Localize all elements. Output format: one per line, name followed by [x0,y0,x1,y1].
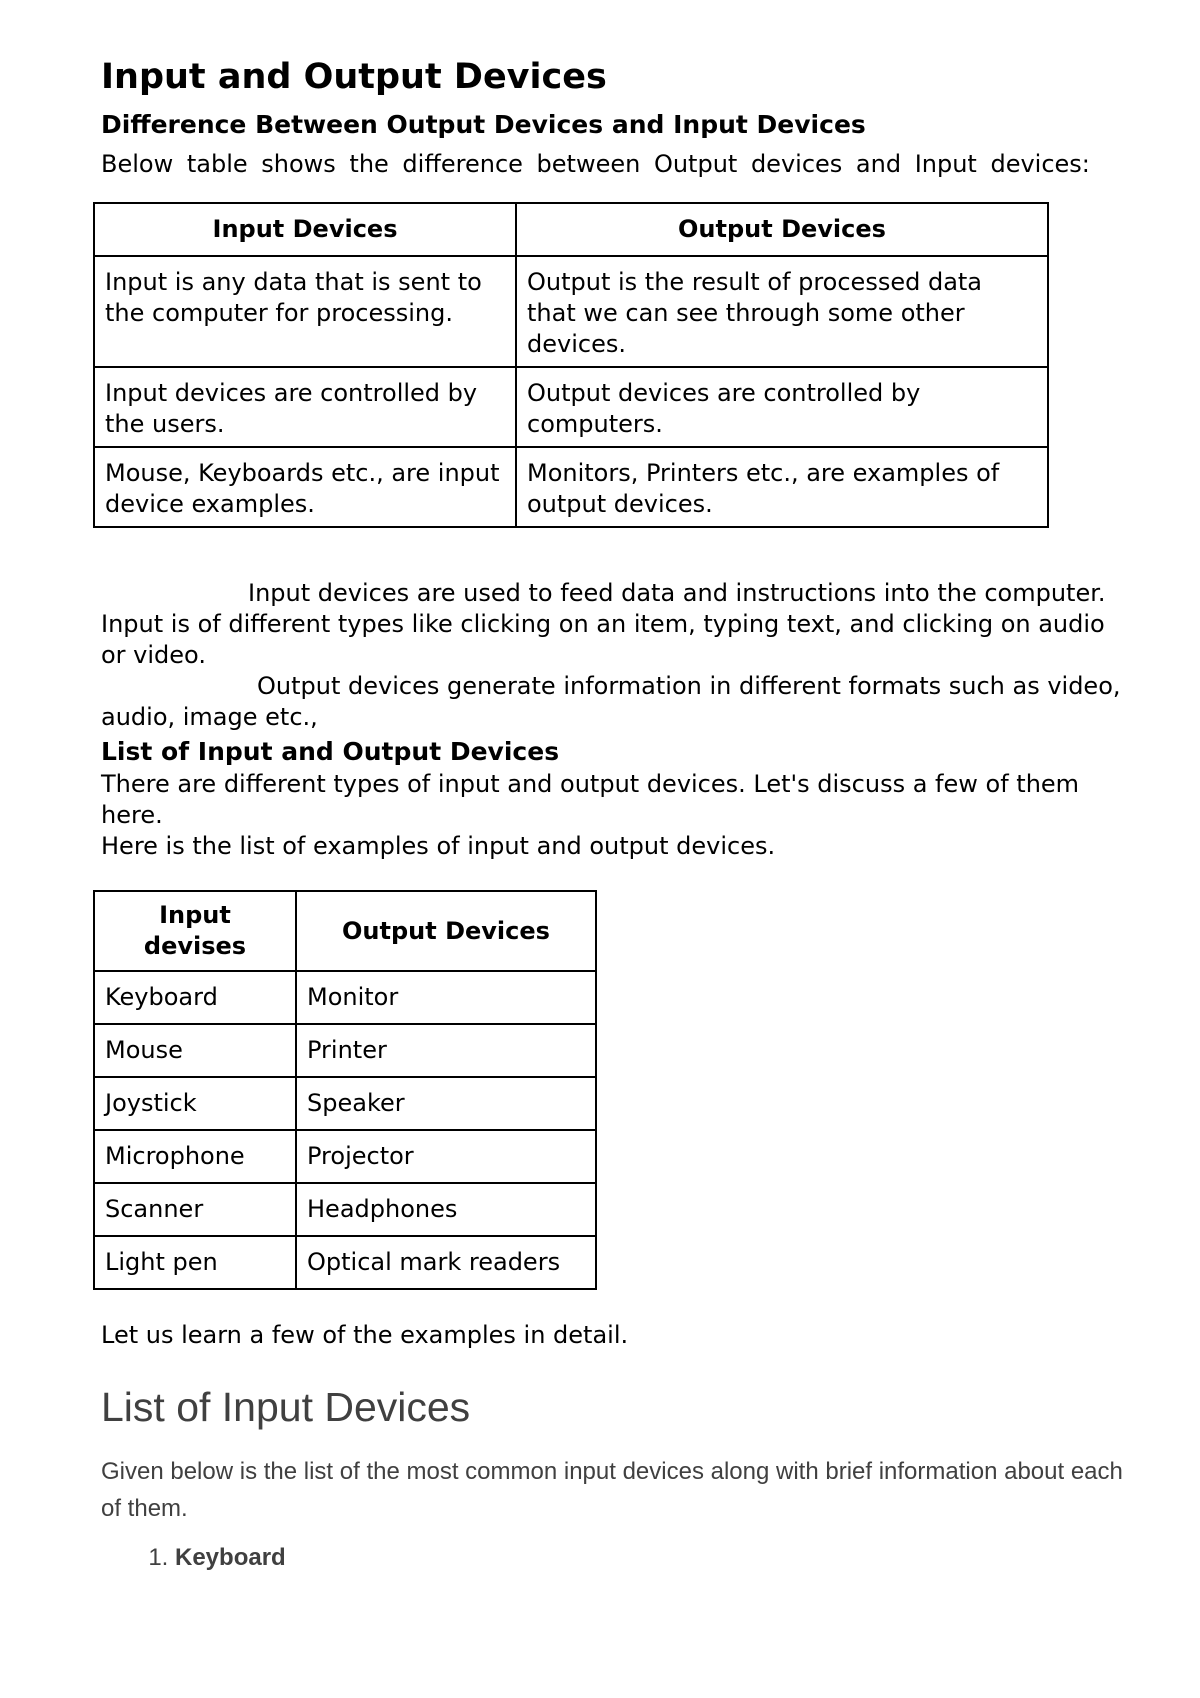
table-header-row [94,891,596,971]
table-cell: Output is the result of processed data that we can see through some other devices. [516,256,1048,367]
difference-intro: Below table shows the difference between Output devices and Input devices: [101,150,1090,178]
document-page [101,55,1123,1575]
input-devices-heading: List of Input Devices [101,1384,471,1430]
input-devices-text: Given below is the list of the most common input devices along with brief information about each of them. [101,1458,1123,1522]
table-row [94,1236,596,1289]
table-header-cell: Output Devices [516,203,1048,256]
table-header-cell: Input Devices [94,203,516,256]
table-cell: Monitors, Printers etc., are examples of output devices. [516,447,1048,527]
table-row [94,367,1048,447]
table-row [94,256,1048,367]
list-item: 1. Keyboard [175,1541,1123,1575]
table-cell: Keyboard [94,971,296,1024]
table-header-row [94,203,1048,256]
table-cell: Input devices are controlled by the users. [94,367,516,447]
paragraph-output: Output devices generate information in different formats such as video, audio, image etc., [101,672,1121,731]
table-row [94,1183,596,1236]
table-cell: Light pen [94,1236,296,1289]
list-heading: List of Input and Output Devices [101,737,560,766]
list-text-1: There are different types of input and output devices. Let's discuss a few of them here. [101,770,1080,829]
paragraph-input: Input devices are used to feed data and instructions into the computer. Input is of different types like clicking on an item, typing text, and clicking on audio or video. [101,579,1106,669]
table-cell: Input is any data that is sent to the computer for processing. [94,256,516,367]
table-cell: Optical mark readers [296,1236,596,1289]
table-row [94,1077,596,1130]
table-cell: Mouse [94,1024,296,1077]
difference-table [93,202,1049,528]
table-cell: Printer [296,1024,596,1077]
examples-table [93,890,597,1290]
list-text-2: Here is the list of examples of input and output devices. [101,832,776,860]
table-cell: Joystick [94,1077,296,1130]
table-cell: Projector [296,1130,596,1183]
input-devices-list [101,1541,1123,1575]
table-row [94,971,596,1024]
table-cell: Mouse, Keyboards etc., are input device examples. [94,447,516,527]
table-cell: Headphones [296,1183,596,1236]
table-header-cell: Output Devices [296,891,596,971]
page-title: Input and Output Devices [101,57,607,97]
table-cell: Speaker [296,1077,596,1130]
difference-heading: Difference Between Output Devices and Input Devices [101,110,866,139]
table-row [94,447,1048,527]
table-cell: Output devices are controlled by computers. [516,367,1048,447]
table-cell: Microphone [94,1130,296,1183]
table-row [94,1024,596,1077]
table-cell: Monitor [296,971,596,1024]
learn-more-text: Let us learn a few of the examples in detail. [101,1321,629,1349]
table-header-cell: Input devises [94,891,296,971]
table-cell: Scanner [94,1183,296,1236]
table-row [94,1130,596,1183]
